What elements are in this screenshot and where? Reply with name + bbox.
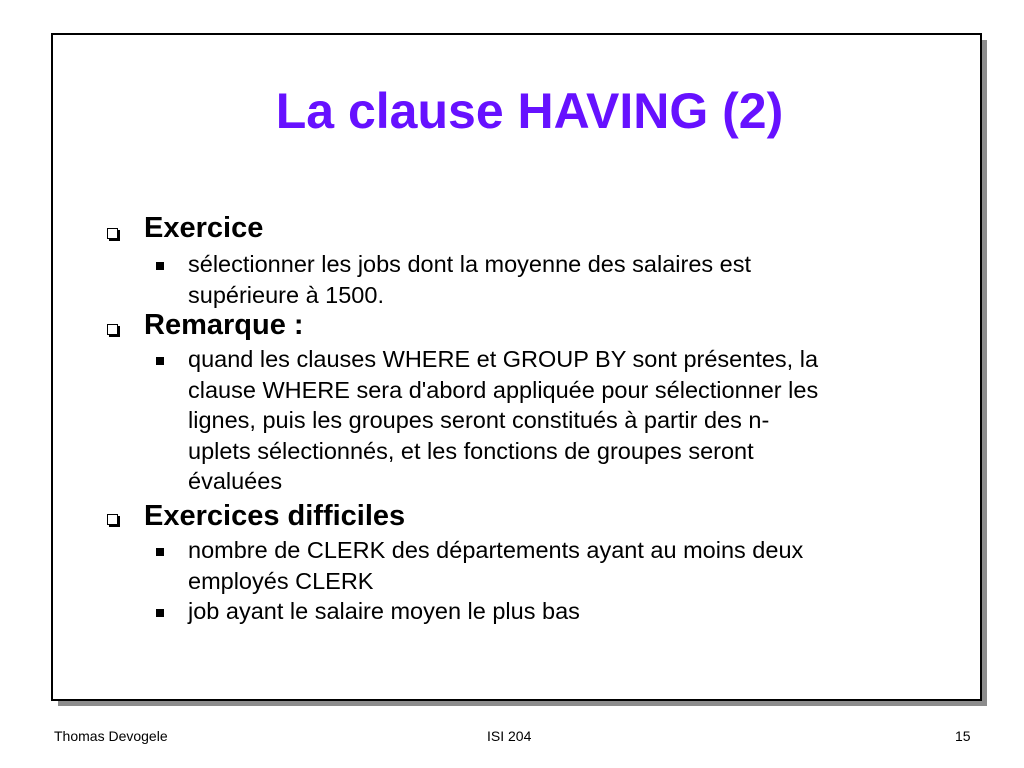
- section-heading-remarque: Remarque :: [144, 309, 304, 341]
- list-item-line: clause WHERE sera d'abord appliquée pour sélectionner les: [188, 376, 819, 403]
- section-heading-exercices-difficiles: Exercices difficiles: [144, 500, 406, 532]
- list-item-exercice: [188, 249, 968, 310]
- filled-square-bullet-icon: [156, 548, 164, 556]
- footer-course: ISI 204: [487, 728, 532, 744]
- list-item-line: sélectionner les jobs dont la moyenne des salaires est: [188, 251, 752, 277]
- list-item-line: job ayant le salaire moyen le plus bas: [188, 598, 580, 624]
- hollow-square-bullet-icon: [107, 324, 118, 335]
- list-item-line: quand les clauses WHERE et GROUP BY sont présentes, la: [188, 346, 819, 372]
- list-item-line: employés CLERK: [188, 567, 374, 594]
- filled-square-bullet-icon: [156, 357, 164, 365]
- filled-square-bullet-icon: [156, 262, 164, 270]
- section-heading-exercice: Exercice: [144, 212, 264, 244]
- filled-square-bullet-icon: [156, 609, 164, 617]
- footer-page-number: 15: [955, 728, 971, 744]
- list-item-line: évaluées: [188, 468, 283, 494]
- list-item-line: uplets sélectionnés, et les fonctions de groupes seront: [188, 437, 754, 464]
- slide-title: La clause HAVING (2): [275, 83, 784, 139]
- list-item-clerk: [188, 535, 968, 596]
- footer-author: Thomas Devogele: [54, 728, 168, 744]
- hollow-square-bullet-icon: [107, 228, 118, 239]
- list-item-job: [188, 596, 968, 627]
- list-item-line: supérieure à 1500.: [188, 281, 384, 308]
- list-item-line: nombre de CLERK des départements ayant au moins deux: [188, 537, 804, 563]
- hollow-square-bullet-icon: [107, 514, 118, 525]
- list-item-line: lignes, puis les groupes seront constitués à partir des n-: [188, 407, 770, 433]
- list-item-remarque: [188, 344, 968, 497]
